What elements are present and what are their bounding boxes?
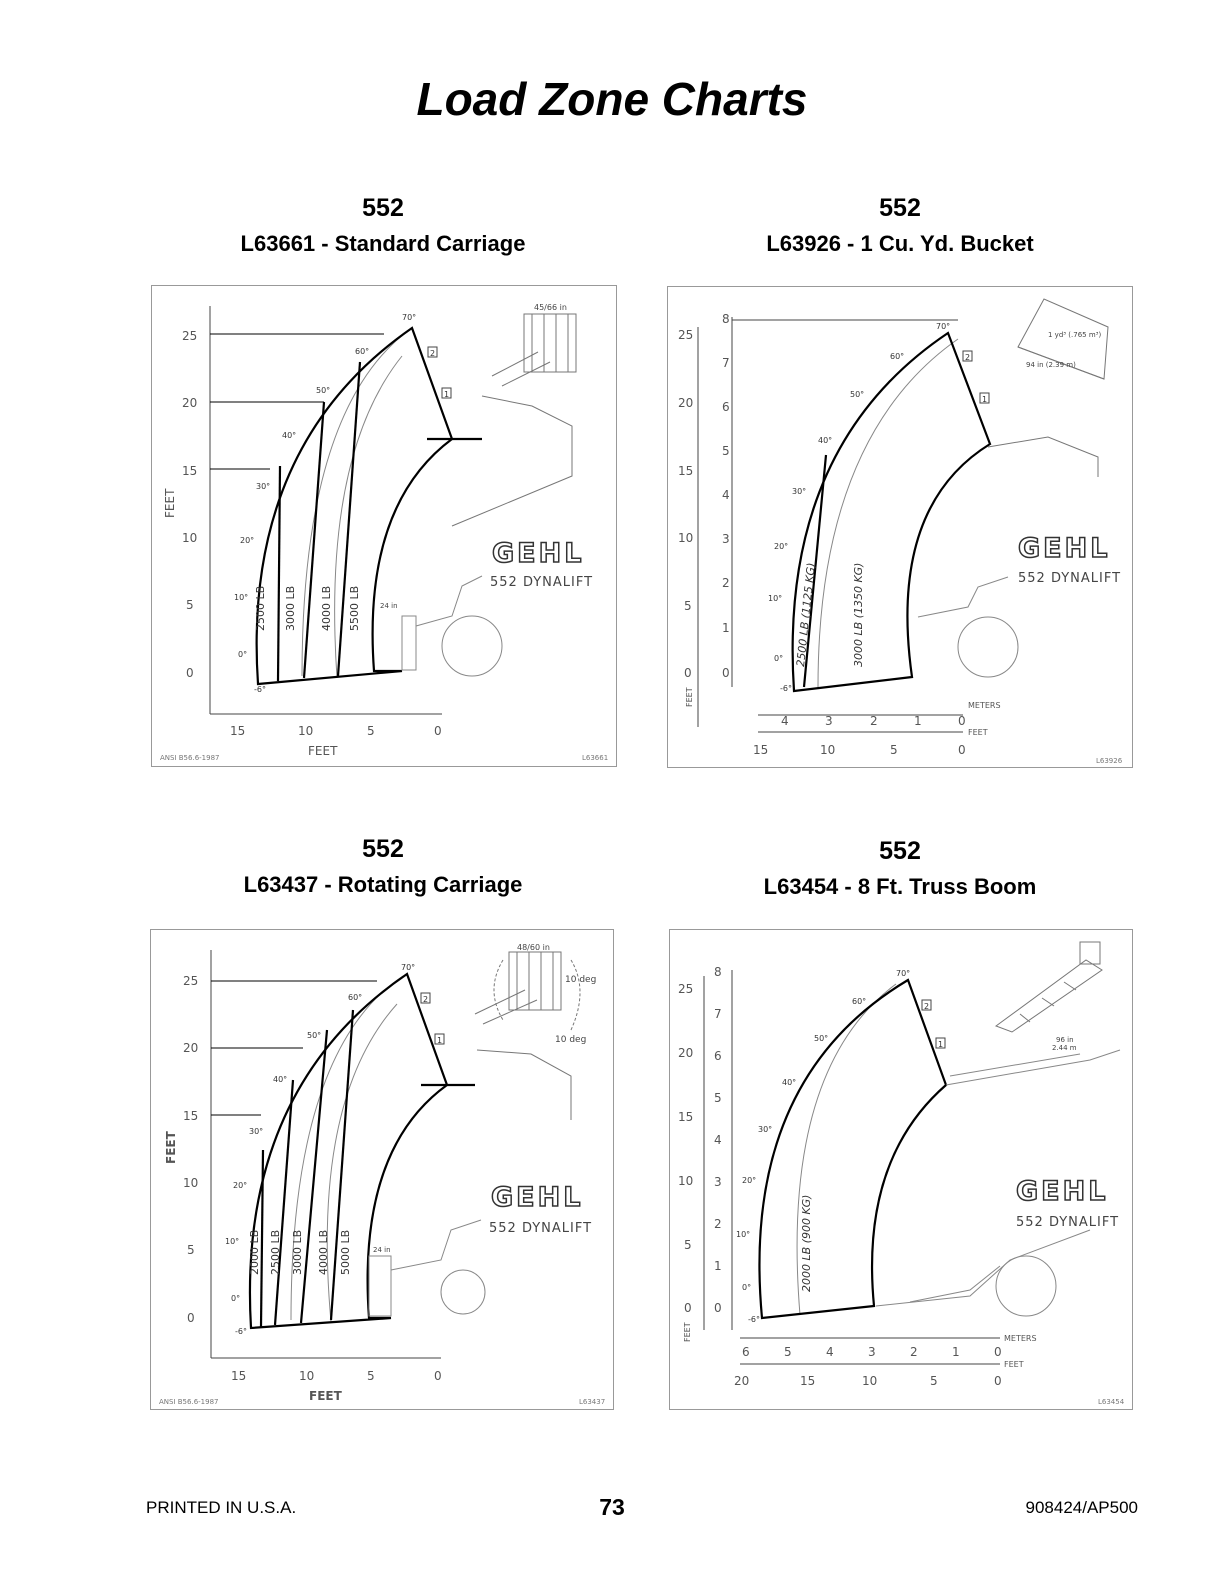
y-axis-label: FEET bbox=[164, 1131, 178, 1164]
y-axis-label: FEET bbox=[685, 687, 694, 707]
angle-label: 70° bbox=[936, 322, 951, 331]
angle-label: 20° bbox=[233, 1181, 248, 1190]
angle-label: -6° bbox=[254, 685, 266, 694]
angle-label: 60° bbox=[348, 993, 363, 1002]
zone-label: 3000 LB bbox=[284, 585, 297, 631]
angle-label: 40° bbox=[273, 1075, 288, 1084]
zone-label: 2500 LB (1125 KG) bbox=[794, 562, 818, 668]
drawing-id: L63661 bbox=[582, 754, 609, 762]
zone-label: 4000 LB bbox=[320, 585, 333, 631]
carriage-dim: 24 in bbox=[373, 1246, 391, 1254]
standard-ref: ANSI B56.6-1987 bbox=[159, 1398, 219, 1406]
y-tick: 5 bbox=[186, 598, 194, 612]
x-tick: 15 bbox=[753, 743, 769, 757]
y-tick: 15 bbox=[678, 1110, 694, 1124]
angle-label: -6° bbox=[235, 1327, 247, 1336]
angle-label: 60° bbox=[852, 997, 867, 1006]
zone-label: 2000 LB bbox=[248, 1229, 261, 1275]
m-x-tick: 2 bbox=[910, 1345, 918, 1359]
m-x-tick: 4 bbox=[781, 714, 789, 728]
product-name: 552 DYNALIFT bbox=[490, 575, 594, 590]
chart-model: 552 bbox=[362, 835, 404, 863]
angle-label: 70° bbox=[401, 963, 416, 972]
angle-label: 60° bbox=[355, 347, 370, 356]
y-tick: 25 bbox=[678, 328, 694, 342]
attachment-dim: 96 in bbox=[1056, 1036, 1074, 1044]
bucket-icon bbox=[988, 299, 1108, 477]
machine-outline-icon bbox=[402, 576, 502, 676]
y-tick: 5 bbox=[187, 1243, 195, 1257]
x-tick: 15 bbox=[800, 1374, 816, 1388]
y-tick: 15 bbox=[182, 464, 198, 478]
y-tick: 15 bbox=[678, 464, 694, 478]
m-x-tick: 2 bbox=[870, 714, 878, 728]
rotate-label: 10 deg bbox=[565, 975, 597, 985]
angle-label: 10° bbox=[225, 1237, 240, 1246]
gehl-logo: GEHL bbox=[491, 1182, 584, 1213]
m-x-tick: 6 bbox=[742, 1345, 750, 1359]
angle-label: 10° bbox=[736, 1230, 751, 1239]
carriage-dim: 24 in bbox=[380, 602, 398, 610]
marker-2: 2 bbox=[430, 349, 436, 358]
angle-label: 0° bbox=[238, 650, 248, 659]
angle-label: 20° bbox=[240, 536, 255, 545]
y-tick: 20 bbox=[183, 1041, 199, 1055]
y-tick: 20 bbox=[182, 396, 198, 410]
attachment-dim: 45/66 in bbox=[534, 303, 567, 312]
m-y-tick: 4 bbox=[722, 488, 730, 502]
page-title: Load Zone Charts bbox=[416, 73, 808, 125]
zone-label: 3000 LB bbox=[291, 1229, 304, 1275]
load-zone-chart-bucket bbox=[667, 286, 1133, 768]
zone-label: 2500 LB bbox=[269, 1229, 282, 1275]
drawing-id: L63454 bbox=[1098, 1398, 1125, 1406]
marker-2: 2 bbox=[423, 995, 429, 1004]
m-y-tick: 5 bbox=[714, 1091, 722, 1105]
x-tick: 10 bbox=[820, 743, 836, 757]
zone-label: 2500 LB bbox=[254, 585, 267, 631]
marker-1: 1 bbox=[444, 390, 450, 399]
y-axis-label: FEET bbox=[163, 488, 177, 518]
page-number: 73 bbox=[599, 1494, 625, 1520]
attachment-dim: 1 yd³ (.765 m³) bbox=[1048, 331, 1102, 339]
y-tick: 5 bbox=[684, 1238, 692, 1252]
angle-label: 40° bbox=[282, 431, 297, 440]
x-tick: 5 bbox=[930, 1374, 938, 1388]
marker-2: 2 bbox=[965, 353, 971, 362]
angle-label: 10° bbox=[234, 593, 249, 602]
m-y-tick: 1 bbox=[722, 621, 730, 635]
angle-label: -6° bbox=[748, 1315, 760, 1324]
angle-label: 0° bbox=[231, 1294, 241, 1303]
load-zone-chart-standard-carriage bbox=[151, 285, 617, 767]
angle-label: 30° bbox=[256, 482, 271, 491]
product-name: 552 DYNALIFT bbox=[1018, 571, 1122, 586]
m-x-tick: 0 bbox=[958, 714, 966, 728]
angle-label: 20° bbox=[774, 542, 789, 551]
x-axis-label: FEET bbox=[968, 728, 988, 737]
angle-label: 30° bbox=[249, 1127, 264, 1136]
chart-part: L63926 - 1 Cu. Yd. Bucket bbox=[766, 231, 1034, 256]
load-zone-chart-rotating-carriage bbox=[150, 929, 614, 1410]
chart-model: 552 bbox=[879, 194, 921, 222]
y-tick: 10 bbox=[678, 1174, 694, 1188]
x-axis-label: FEET bbox=[308, 744, 338, 758]
x-tick: 0 bbox=[958, 743, 966, 757]
x-tick: 5 bbox=[367, 724, 375, 738]
y-tick: 10 bbox=[678, 531, 694, 545]
y-tick: 10 bbox=[183, 1176, 199, 1190]
zone-label: 4000 LB bbox=[317, 1229, 330, 1275]
x-tick: 10 bbox=[862, 1374, 878, 1388]
chart-caption-2 bbox=[640, 194, 1160, 257]
y-tick: 15 bbox=[183, 1109, 199, 1123]
chart-part: L63437 - Rotating Carriage bbox=[243, 872, 523, 897]
gehl-logo: GEHL bbox=[492, 538, 585, 569]
angle-label: 50° bbox=[850, 390, 865, 399]
y-tick: 0 bbox=[186, 666, 194, 680]
m-x-tick: 1 bbox=[914, 714, 922, 728]
x-tick: 0 bbox=[434, 1369, 442, 1383]
m-y-tick: 2 bbox=[722, 576, 730, 590]
angle-label: 70° bbox=[402, 313, 417, 322]
angle-label: 0° bbox=[774, 654, 784, 663]
drawing-id: L63926 bbox=[1096, 757, 1123, 765]
m-y-tick: 1 bbox=[714, 1259, 722, 1273]
m-y-tick: 8 bbox=[722, 312, 730, 326]
m-y-tick: 8 bbox=[714, 965, 722, 979]
m-x-tick: 3 bbox=[825, 714, 833, 728]
x-tick: 5 bbox=[890, 743, 898, 757]
x-tick: 15 bbox=[230, 724, 246, 738]
footer-doc-id: 908424/AP500 bbox=[1025, 1498, 1138, 1517]
marker-2: 2 bbox=[924, 1002, 930, 1011]
angle-label: 30° bbox=[758, 1125, 773, 1134]
angle-label: 50° bbox=[316, 386, 331, 395]
meters-label: METERS bbox=[968, 701, 1001, 710]
load-zone-chart-truss-boom bbox=[669, 929, 1133, 1410]
m-y-tick: 4 bbox=[714, 1133, 722, 1147]
x-tick: 15 bbox=[231, 1369, 247, 1383]
m-y-tick: 3 bbox=[722, 532, 730, 546]
y-tick: 20 bbox=[678, 1046, 694, 1060]
attachment-forks-icon bbox=[452, 314, 576, 526]
standard-ref: ANSI B56.6-1987 bbox=[160, 754, 220, 762]
y-tick: 5 bbox=[684, 599, 692, 613]
zone-label: 5000 LB bbox=[339, 1229, 352, 1275]
x-tick: 20 bbox=[734, 1374, 750, 1388]
m-y-tick: 3 bbox=[714, 1175, 722, 1189]
y-tick: 25 bbox=[678, 982, 694, 996]
product-name: 552 DYNALIFT bbox=[489, 1221, 593, 1236]
attachment-dim-2: 94 in (2.39 m) bbox=[1026, 361, 1076, 369]
angle-label: 0° bbox=[742, 1283, 752, 1292]
gehl-logo: GEHL bbox=[1016, 1176, 1109, 1207]
rotate-label: 10 deg bbox=[555, 1035, 587, 1045]
m-x-tick: 3 bbox=[868, 1345, 876, 1359]
m-x-tick: 0 bbox=[994, 1345, 1002, 1359]
angle-label: 60° bbox=[890, 352, 905, 361]
x-tick: 10 bbox=[299, 1369, 315, 1383]
x-tick: 5 bbox=[367, 1369, 375, 1383]
chart-model: 552 bbox=[879, 837, 921, 865]
angle-label: 40° bbox=[782, 1078, 797, 1087]
product-name: 552 DYNALIFT bbox=[1016, 1215, 1120, 1230]
m-x-tick: 5 bbox=[784, 1345, 792, 1359]
chart-caption-1 bbox=[123, 194, 643, 257]
chart-caption-4 bbox=[640, 837, 1160, 900]
x-axis-label: FEET bbox=[309, 1389, 342, 1403]
machine-outline-icon bbox=[369, 1220, 485, 1316]
truss-boom-icon bbox=[996, 942, 1102, 1032]
angle-label: 50° bbox=[307, 1031, 322, 1040]
chart-caption-3 bbox=[123, 835, 643, 898]
attachment-dim: 48/60 in bbox=[517, 943, 550, 952]
x-axis-label: FEET bbox=[1004, 1360, 1024, 1369]
zone-label: 5500 LB bbox=[348, 585, 361, 631]
y-axis-label: FEET bbox=[683, 1322, 692, 1342]
y-tick: 25 bbox=[183, 974, 199, 988]
marker-1: 1 bbox=[938, 1040, 944, 1049]
m-y-tick: 6 bbox=[722, 400, 730, 414]
machine-outline-icon bbox=[918, 577, 1018, 677]
chart-part: L63661 - Standard Carriage bbox=[240, 231, 526, 256]
angle-label: 20° bbox=[742, 1176, 757, 1185]
y-tick: 0 bbox=[187, 1311, 195, 1325]
m-y-tick: 6 bbox=[714, 1049, 722, 1063]
meters-label: METERS bbox=[1004, 1334, 1037, 1343]
marker-1: 1 bbox=[437, 1036, 443, 1045]
m-y-tick: 5 bbox=[722, 444, 730, 458]
angle-label: 30° bbox=[792, 487, 807, 496]
chart-part: L63454 - 8 Ft. Truss Boom bbox=[763, 874, 1037, 899]
angle-label: 40° bbox=[818, 436, 833, 445]
angle-label: 10° bbox=[768, 594, 783, 603]
y-tick: 25 bbox=[182, 329, 198, 343]
x-tick: 10 bbox=[298, 724, 314, 738]
angle-label: 50° bbox=[814, 1034, 829, 1043]
y-tick: 0 bbox=[684, 1301, 692, 1315]
m-y-tick: 0 bbox=[714, 1301, 722, 1315]
y-tick: 10 bbox=[182, 531, 198, 545]
attachment-dim-2: 2.44 m bbox=[1052, 1044, 1077, 1052]
x-tick: 0 bbox=[434, 724, 442, 738]
m-y-tick: 0 bbox=[722, 666, 730, 680]
m-y-tick: 7 bbox=[722, 356, 730, 370]
marker-1: 1 bbox=[982, 395, 988, 404]
drawing-id: L63437 bbox=[579, 1398, 606, 1406]
chart-model: 552 bbox=[362, 194, 404, 222]
m-y-tick: 7 bbox=[714, 1007, 722, 1021]
y-tick: 0 bbox=[684, 666, 692, 680]
gehl-logo: GEHL bbox=[1018, 533, 1111, 564]
x-tick: 0 bbox=[994, 1374, 1002, 1388]
y-tick: 20 bbox=[678, 396, 694, 410]
zone-label: 2000 LB (900 KG) bbox=[800, 1194, 813, 1292]
angle-label: -6° bbox=[780, 684, 792, 693]
m-y-tick: 2 bbox=[714, 1217, 722, 1231]
angle-label: 70° bbox=[896, 969, 911, 978]
m-x-tick: 1 bbox=[952, 1345, 960, 1359]
zone-label: 3000 LB (1350 KG) bbox=[852, 562, 865, 667]
m-x-tick: 4 bbox=[826, 1345, 834, 1359]
footer-printed: PRINTED IN U.S.A. bbox=[146, 1498, 297, 1517]
